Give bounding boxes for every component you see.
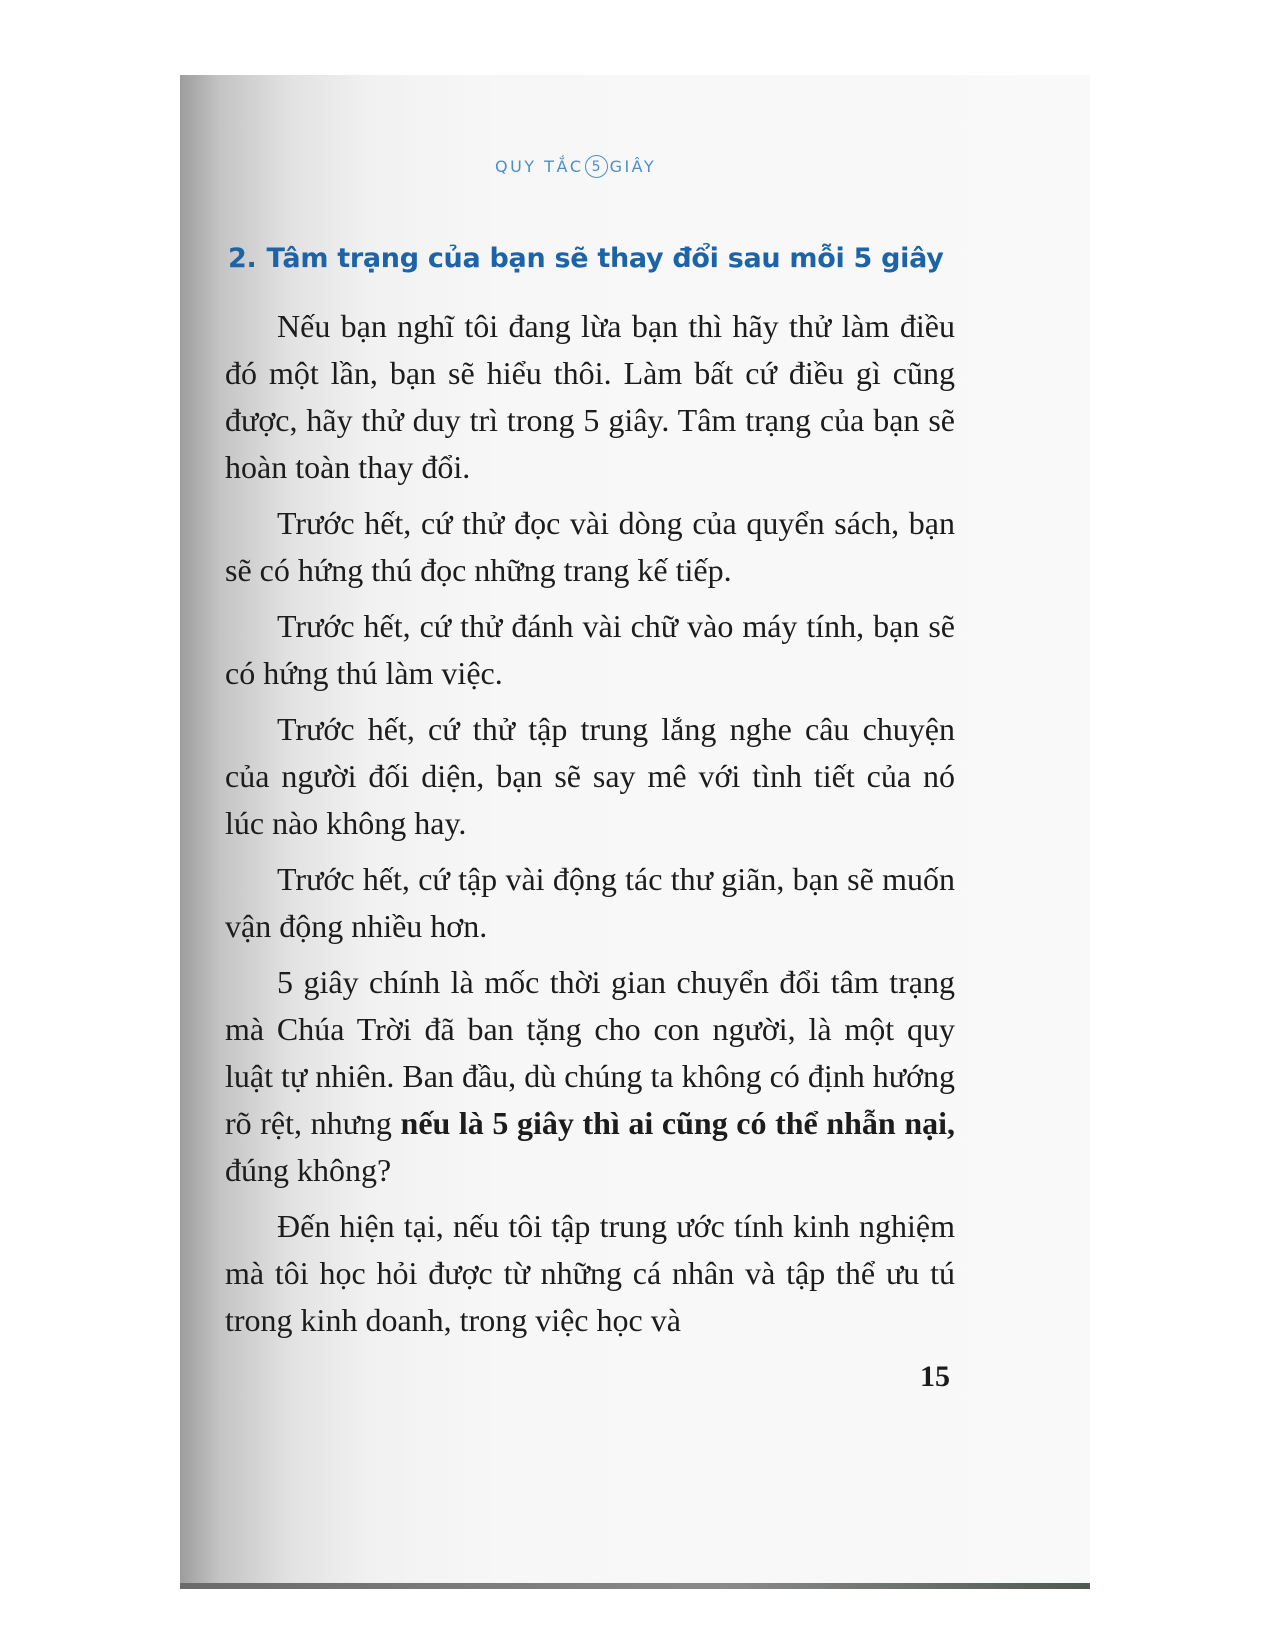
- body-text: [225, 303, 955, 1344]
- page-number: 15: [920, 1360, 950, 1393]
- section-title: Tâm trạng của bạn sẽ thay đổi sau mỗi 5 giây: [266, 243, 944, 274]
- section-heading: [228, 243, 948, 274]
- paragraph-text: đúng không?: [225, 1152, 392, 1188]
- emphasis-text: nếu là 5 giây thì ai cũng có thể nhẫn nại,: [400, 1105, 956, 1141]
- header-title-left: QUY TẮC: [495, 157, 584, 176]
- paragraph: Nếu bạn nghĩ tôi đang lừa bạn thì hãy thử làm điều đó một lần, bạn sẽ hiểu thôi. Làm bất cứ điều gì cũng được, hãy thử duy trì trong 5 giây. Tâm trạng của bạn sẽ hoàn toàn thay đổi.: [225, 308, 955, 485]
- section-number: 2.: [228, 243, 257, 274]
- paragraph: Trước hết, cứ thử đọc vài dòng của quyển sách, bạn sẽ có hứng thú đọc những trang kế tiếp.: [225, 505, 955, 588]
- paragraph-with-emphasis: [225, 959, 955, 1194]
- running-header: [495, 155, 656, 178]
- header-title-right: GIÂY: [609, 157, 657, 176]
- header-circle-number: 5: [585, 155, 608, 178]
- paragraph: Đến hiện tại, nếu tôi tập trung ước tính kinh nghiệm mà tôi học hỏi được từ những cá nhân và tập thể ưu tú trong kinh doanh, trong việc học và: [225, 1208, 955, 1338]
- paragraph: Trước hết, cứ thử tập trung lắng nghe câu chuyện của người đối diện, bạn sẽ say mê với tình tiết của nó lúc nào không hay.: [225, 711, 955, 841]
- paragraph-text: 5 giây chính là mốc thời gian chuyển đổi tâm trạng mà Chúa Trời đã ban tặng cho con người, là một quy luật tự nhiên. Ban đầu, dù chúng ta không có định hướng rõ rệt, nhưng: [225, 964, 955, 1141]
- paragraph: Trước hết, cứ thử đánh vài chữ vào máy tính, bạn sẽ có hứng thú làm việc.: [225, 608, 955, 691]
- paragraph: Trước hết, cứ tập vài động tác thư giãn, bạn sẽ muốn vận động nhiều hơn.: [225, 861, 955, 944]
- book-page: [180, 75, 1090, 1585]
- page-bottom-edge: [180, 1583, 1090, 1589]
